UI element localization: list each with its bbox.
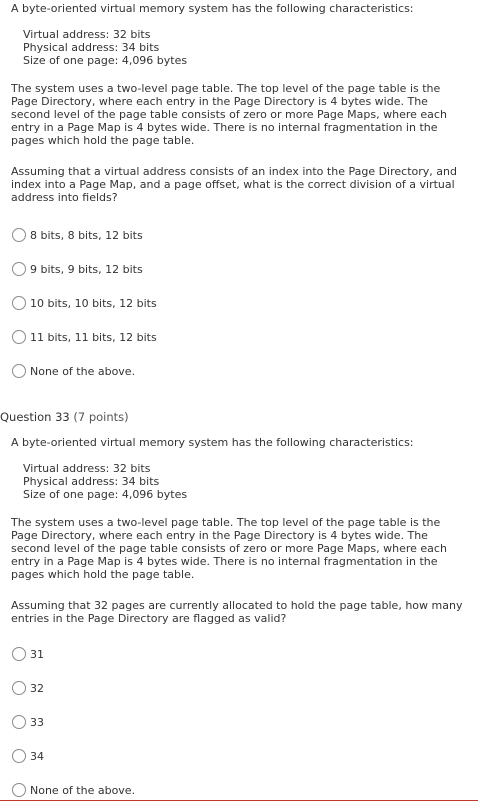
radio-button[interactable] [12,364,26,378]
radio-button[interactable] [12,330,26,344]
spec-physical-address: Physical address: 34 bits [23,475,160,488]
answer-option[interactable] [12,363,135,379]
question-title: Question 33 [0,410,70,424]
option-label: 32 [30,681,44,695]
radio-button[interactable] [12,681,26,695]
answer-option[interactable] [12,329,157,345]
radio-button[interactable] [12,715,26,729]
spec-page-size: Size of one page: 4,096 bytes [23,54,188,67]
option-label: 8 bits, 8 bits, 12 bits [30,228,143,242]
question-prompt: Assuming that 32 pages are currently allocated to hold the page table, how many entries in the Page Directory are flagged as valid? [11,599,463,625]
spec-virtual-address: Virtual address: 32 bits [23,28,151,41]
radio-button[interactable] [12,296,26,310]
option-label: 10 bits, 10 bits, 12 bits [30,296,157,310]
option-label: 11 bits, 11 bits, 12 bits [30,330,157,344]
answer-option[interactable] [12,714,44,730]
question-paragraph: The system uses a two-level page table. The top level of the page table is the Page Directory, where each entry in the Page Directory is 4 bytes wide. The second level of the page table consists of zero or more Page Maps, where each entry in a Page Map is 4 bytes wide. There is no internal fragmentation in the pages which hold the page table. [11,82,447,147]
answer-option[interactable] [12,227,143,243]
radio-button[interactable] [12,647,26,661]
option-label: 31 [30,647,44,661]
spec-page-size: Size of one page: 4,096 bytes [23,488,188,501]
question-intro: A byte-oriented virtual memory system has the following characteristics: [11,436,414,449]
answer-option[interactable] [12,782,135,798]
spec-virtual-address: Virtual address: 32 bits [23,462,151,475]
question-intro: A byte-oriented virtual memory system has the following characteristics: [11,2,414,15]
question-header [0,411,129,424]
divider [0,800,478,801]
option-label: 33 [30,715,44,729]
radio-button[interactable] [12,749,26,763]
option-label: None of the above. [30,783,136,797]
question-prompt: Assuming that a virtual address consists of an index into the Page Directory, and index into a Page Map, and a page offset, what is the correct division of a virtual address into fields? [11,165,457,204]
answer-option[interactable] [12,646,44,662]
answer-option[interactable] [12,261,143,277]
option-label: 9 bits, 9 bits, 12 bits [30,262,143,276]
answer-option[interactable] [12,748,44,764]
answer-option[interactable] [12,295,157,311]
radio-button[interactable] [12,783,26,797]
radio-button[interactable] [12,228,26,242]
answer-option[interactable] [12,680,44,696]
spec-list [23,28,187,67]
spec-physical-address: Physical address: 34 bits [23,41,160,54]
option-label: 34 [30,749,44,763]
spec-list [23,462,187,501]
radio-button[interactable] [12,262,26,276]
question-points: (7 points) [73,410,129,424]
option-label: None of the above. [30,364,136,378]
question-paragraph: The system uses a two-level page table. The top level of the page table is the Page Directory, where each entry in the Page Directory is 4 bytes wide. The second level of the page table consists of zero or more Page Maps, where each entry in a Page Map is 4 bytes wide. There is no internal fragmentation in the pages which hold the page table. [11,516,447,581]
